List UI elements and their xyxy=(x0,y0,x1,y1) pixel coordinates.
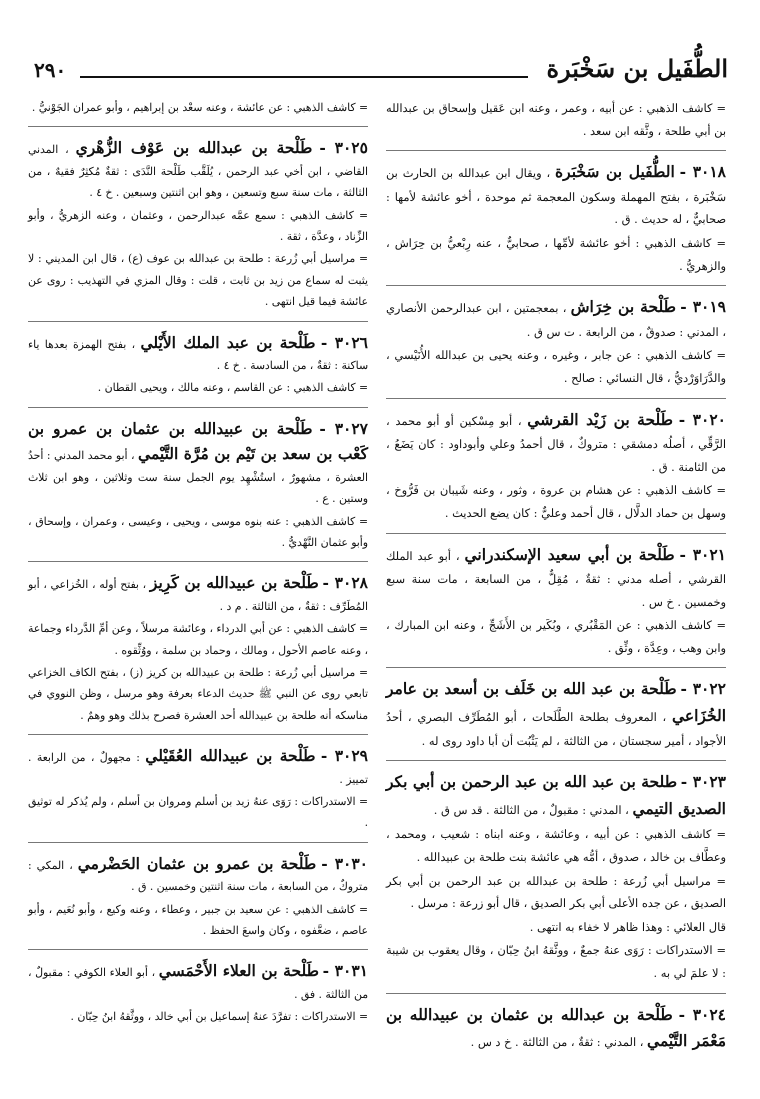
entry-number: ٣٠٢٠ - xyxy=(678,409,726,429)
entry-body xyxy=(386,407,726,479)
biography-entry xyxy=(28,842,368,942)
biography-entry xyxy=(28,321,368,399)
biography-entry xyxy=(28,407,368,553)
entry-name: طَلْحة بن عمرو بن عثمان الحَضْرمي xyxy=(77,853,317,873)
biography-entry xyxy=(386,993,726,1055)
entry-info: ، بفتح الهمزة بعدها ياء ساكنة : ثقةٌ ، من السادسة . خ ٤ . xyxy=(28,337,368,373)
entry-number: ٣٠٢٤ - xyxy=(678,1004,726,1024)
continuation-note: = كاشف الذهبي : عن عائشة ، وعنه سعْد بن إبراهيم ، وأبو عمران الجَوْنيُّ . xyxy=(31,101,368,114)
entry-note: = كاشف الذهبي : عن أبي الدرداء ، وعائشة مرسلاً ، وعن أمِّ الدَّرداء وجماعة ، وعنه عاصم الأحول ، ومالك ، وحماد بن سلمة ، ووُثِّقوه . xyxy=(28,622,368,657)
entry-number: ٣٠٢٧ - xyxy=(319,418,368,438)
entry-body xyxy=(28,135,368,203)
entry-name: طَلْحة بن أبي سعيد الإسكندراني xyxy=(464,544,675,564)
entry-note: قال العلائي : وهذا ظاهر لا خفاء به انتهى . xyxy=(529,919,726,934)
entry-note: = الاستدراكات : تفرَّدَ عنهُ إسماعيل بن أبي خالد ، ووثَّقهُ ابنُ حِبّان . xyxy=(70,1010,368,1024)
entry-body xyxy=(28,851,368,898)
entry-note: = كاشف الذهبي : عن سعيد بن جبير ، وعطاء ، وعنه وكيع ، وأبو نُعَيم ، وأبو عاصم ، ضعَّفوه ، وكان واسعَ الحفظ . xyxy=(28,902,368,937)
continuation-note: = كاشف الذهبي : عن أبيه ، وعمر ، وعنه ابن عَقيل وإسحاق بن عبدالله بن أبي طلحة ، وثَّقه ابن سعد . xyxy=(386,101,726,138)
entry-name: طَلْحة بن عبدالله بن عثمان بن عبيدالله بن مَعْمَر التَّيْمي xyxy=(386,1004,726,1051)
left-column xyxy=(28,94,368,1031)
entry-number: ٣٠٢٩ - xyxy=(320,746,368,766)
entry-number: ٣٠٢٣ - xyxy=(680,772,726,792)
entry-number: ٣٠٣١ - xyxy=(322,961,368,981)
biography-entry xyxy=(386,398,726,525)
entry-note: = مراسيل أبي زُرعة : طلحة بن عبيدالله بن كريز (ز) ، بفتح الكاف الخزاعي تابعي روى عن النبي ﷺ حديث الدعاء بعرفة وهو مرسل ، وظن النووي في مناسكه أنه طلحة بن عبيدالله أحد العشرة فصرح بذلك وهو وهمٌ . xyxy=(28,665,368,722)
entry-note: = كاشف الذهبي : عن المَقْبُري ، وبُكَير بن الأَشَجِّ ، وعنه ابن المبارك ، وابن وهب ، وعِدَّة ، وثِّق . xyxy=(386,618,726,655)
entry-body xyxy=(386,294,726,343)
entry-body xyxy=(28,570,368,617)
biography-entry xyxy=(386,150,726,277)
entry-info: : مجهولٌ ، من الرابعة . تمييز . xyxy=(28,751,368,786)
biography-entry xyxy=(386,760,726,984)
entry-note: = كاشف الذهبي : عن القاسم ، وعنه مالك ، ويحيى القطان . xyxy=(97,381,368,395)
entry-info: ، المدني : مقبولٌ ، من الثالثة . قد س ق . xyxy=(433,802,629,817)
entry-body xyxy=(386,542,726,614)
entry-info: ، المدني : ثقةٌ ، من الثالثة . خ د س . xyxy=(470,1035,644,1050)
entry-note: = كاشف الذهبي : عنه بنوه موسى ، ويحيى ، وعيسى ، وعمران ، وإسحاق ، وأبو عثمان النَّهْديُّ . xyxy=(28,514,368,549)
entry-note: = كاشف الذهبي : عن هشام بن عروة ، وثور ، وعنه شَيبان بن فَرُّوخ ، وسهل بن حماد الدلَّال ، قال أحمد وعليٌّ : كان يضع الحديث . xyxy=(386,483,726,520)
entry-body xyxy=(28,743,368,790)
entry-number: ٣٠٣٠ - xyxy=(321,853,369,873)
entry-info: ، ويقال ابن عبدالله بن الحارث بن سَخْبَرة ، بفتح المهملة وسكون المعجمة ثم موحدة ، أخو عائشة لأمها : صحابيٌّ ، له حديث . ق . xyxy=(386,166,726,227)
entry-number: ٣٠٢٥ - xyxy=(319,138,368,158)
entry-name: طَلْحة بن عبد الله بن خَلَف بن أسعد بن عامر الخُزَاعي xyxy=(386,679,726,726)
biography-entry xyxy=(28,126,368,312)
entry-info: ، أبو العلاء الكوفي : مقبولٌ ، من الثالثة . فق . xyxy=(28,966,368,1001)
entry-info: ، بفتح أوله ، الخُزاعي ، أبو المُطَرِّف : ثقةٌ ، من الثالثة . م د . xyxy=(28,578,368,613)
page-number: ٢٩٠ xyxy=(34,58,67,82)
entry-note: = الاستدراكات : رَوَى عنهُ زيد بن أسلم ومروان بن أسلم ، ولم يُذكر له توثيق . xyxy=(28,794,368,830)
entry-body xyxy=(28,958,368,1005)
entry-info: ، أبو محمد المدني : أحدُ العشرة ، مشهورٌ ، استُشْهِد يوم الجمل سنة ست وثلاثين ، وهو ابن ثلاث وستين . ع . xyxy=(28,449,368,506)
entry-number: ٣٠٢٢ - xyxy=(680,679,726,699)
page-header xyxy=(34,50,728,90)
entry-info: ، المعروف بطلحة الطَّلَحات ، أبو المُطَرِّف البصري ، أحدُ الأجواد ، أمير سجستان ، من الثالثة ، لم يَثْبُت أن أبا داود روى له . xyxy=(386,710,726,748)
entry-name: طلحة بن عبد الله بن عبد الرحمن بن أبي بكر الصديق التيمي xyxy=(386,772,726,818)
entry-note: = كاشف الذهبي : عن أبيه ، وعائشة ، وعنه ابناه : شعيب ، ومحمد ، وعطَّاف بن خالد ، صدوق ، أمُّه هي عائشة بنت طلحة بن عبيدالله . xyxy=(386,827,726,865)
biography-entry xyxy=(28,561,368,726)
entry-note: = كاشف الذهبي : أخو عائشة لأمِّها ، صحابيٌّ ، عنه رِبْعيُّ بن حِرَاش ، والزهريُّ . xyxy=(386,235,726,273)
entry-name: طَلْحة بن عبيدالله العُقَيْلي xyxy=(145,746,316,766)
entry-note: = مراسيل أبي زُرعة : طلحة بن عبدالله بن عبد الرحمن بن أبي بكر الصديق ، عن جده الأعلى أبي بكر الصديق ، قال أبو زرعة : مرسل . xyxy=(386,873,726,911)
right-column xyxy=(386,94,726,1058)
entry-body xyxy=(28,330,368,377)
entry-body xyxy=(28,416,368,510)
entry-note: = كاشف الذهبي : سمع عمَّه عبدالرحمن ، وعثمان ، وعنه الزهريُّ ، وأبو الزِّناد ، وعدَّة ، ثقة . xyxy=(28,208,368,244)
entry-name: طَلْحة بن العلاء الأَحْمَسي xyxy=(158,961,319,981)
entry-number: ٣٠٢٨ - xyxy=(322,573,368,593)
biography-entry xyxy=(386,533,726,660)
entry-name: طَلْحة بن عبيدالله بن كَرِيز xyxy=(149,573,319,593)
entry-number: ٣٠١٨ - xyxy=(679,162,727,182)
entry-name: طَلْحة بن عبيدالله بن عثمان بن عمرو بن كَعْب بن سعد بن تَيْم بن مُرَّة التَّيْمي xyxy=(28,418,368,464)
entry-body xyxy=(386,676,726,752)
running-title: الطُّفَيل بن سَخْبَرة xyxy=(546,54,728,83)
entry-info: ، أبو مِسْكين أو أبو محمد ، الرَّقِّي ، أصلُه دمشقي : متروكٌ ، قال أحمدُ وعلي وأبوداود : كان يَضَعُ ، من الثامنة . ق . xyxy=(386,413,726,474)
entry-info: ، المكي : متروكٌ ، من السابعة ، مات سنة اثنتين وخمسين . ق . xyxy=(28,858,368,894)
entry-info: ، المدني القاضي ، ابن أخي عبد الرحمن ، يُلَقَّب طَلْحة النَّدَى : ثقةٌ مُكثِرٌ فقيهٌ ، من الثالثة ، مات سنة سبع وتسعين ، وهو ابن اثنتين وسبعين . خ ٤ . xyxy=(28,143,368,200)
entry-name: طَلْحة بن عبدالله بن عَوْف الزُّهْري xyxy=(75,138,313,158)
entry-number: ٣٠٢٦ - xyxy=(320,332,368,352)
entry-info: ، بمعجمتين ، ابن عبدالرحمن الأنصاري ، المدني : صدوقٌ ، من الرابعة . ت س ق . xyxy=(386,301,726,339)
biography-entry xyxy=(386,285,726,389)
entry-body xyxy=(386,1002,726,1055)
entry-number: ٣٠١٩ - xyxy=(680,297,726,317)
entry-note: = الاستدراكات : رَوَى عنهُ جمعٌ ، ووثَّقهُ ابنُ حِبّان ، وقال يعقوب بن شيبة : لا علمَ لي به . xyxy=(386,943,726,980)
biography-entry xyxy=(386,667,726,752)
entry-info: ، أبو عبد الملك القرشي ، أصله مدني : ثقةٌ ، مُقِلٌّ ، من السابعة ، مات سنة سبع وخمسين . خ س . xyxy=(386,548,726,609)
header-rule xyxy=(80,76,528,78)
entry-name: طَلْحة بن عبد الملك الأَيْلي xyxy=(140,332,316,352)
entry-number: ٣٠٢١ - xyxy=(679,544,727,564)
entry-body xyxy=(386,769,726,822)
biography-entry xyxy=(28,949,368,1027)
entry-note: = مراسيل أبي زُرعة : طلحة بن عبدالله بن عوف (ع) ، قال ابن المديني : لا يثبت له سماع من زيد بن ثابت ، قلت : وقال المزي في التهذيب : روى عن عائشة فيما قيل انتهى . xyxy=(28,252,368,309)
biography-entry xyxy=(28,734,368,834)
entry-body xyxy=(386,159,726,231)
entry-name: الطُّفَيل بن سَخْبَرة xyxy=(555,162,675,182)
entry-name: طَلْحة بن خِرَاش xyxy=(570,297,676,317)
entry-note: = كاشف الذهبي : عن جابر ، وغيره ، وعنه يحيى بن عبدالله الأُنَيْسي ، والدَّرَاوَرْديُّ ، قال النسائي : صالح . xyxy=(386,348,726,385)
entry-name: طَلْحة بن زَيْد القرشي xyxy=(527,409,673,429)
